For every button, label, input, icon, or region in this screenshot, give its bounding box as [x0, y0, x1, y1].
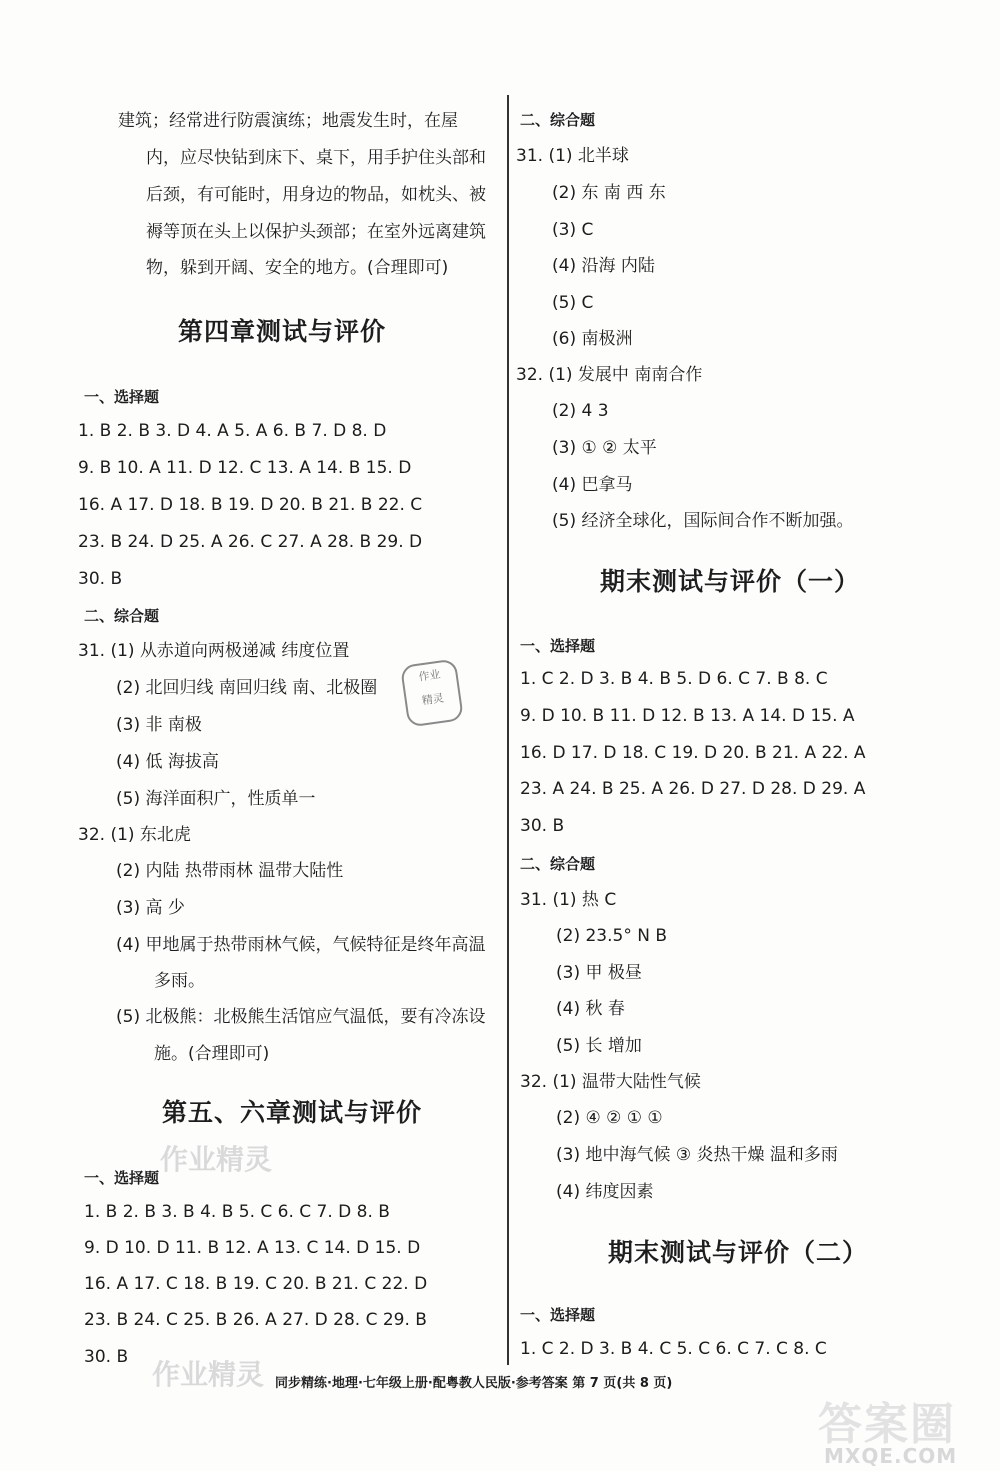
choice-answer-row: 1. B 2. B 3. D 4. A 5. A 6. B 7. D 8. D: [78, 421, 387, 441]
comprehensive-answer: (3) 非 南极: [116, 715, 202, 735]
choice-answer-row: 30. B: [84, 1347, 129, 1367]
comprehensive-answer: 施。(合理即可): [154, 1044, 270, 1064]
comprehensive-answer: (4) 巴拿马: [552, 475, 633, 495]
chapter4-section-choice: 一、选择题: [84, 388, 160, 406]
stamp-seal: [400, 658, 464, 727]
watermark: 作业精灵: [160, 1143, 273, 1176]
comprehensive-answer: (5) 长 增加: [556, 1036, 642, 1056]
final1-section-choice: 一、选择题: [520, 637, 596, 655]
comprehensive-answer: (5) 海洋面积广，性质单一: [116, 789, 316, 809]
comprehensive-answer: (3) C: [552, 220, 594, 240]
logo-text: 答案圈: [818, 1399, 956, 1450]
final1-section-comprehensive: 二、综合题: [520, 855, 596, 873]
choice-answer-row: 1. B 2. B 3. B 4. B 5. C 6. C 7. D 8. B: [84, 1202, 390, 1222]
chapter4-title: 第四章测试与评价: [178, 317, 387, 346]
comprehensive-answer: (3) ① ② 太平: [552, 438, 657, 458]
comprehensive-answer: (2) 北回归线 南回归线 南、北极圈: [116, 678, 378, 698]
final2-section-choice: 一、选择题: [520, 1306, 596, 1324]
comprehensive-answer: 31. (1) 热 C: [520, 890, 617, 910]
site-logo: [818, 1388, 990, 1468]
choice-answer-row: 23. B 24. D 25. A 26. C 27. A 28. B 29. D: [78, 532, 423, 552]
choice-answer-row: 1. C 2. D 3. B 4. B 5. D 6. C 7. B 8. C: [520, 669, 828, 689]
intro-line: 褥等顶在头上以保护头颈部；在室外远离建筑: [146, 222, 486, 242]
choice-answer-row: 16. A 17. D 18. B 19. D 20. B 21. B 22. C: [78, 495, 423, 515]
watermark: 作业精灵: [152, 1358, 265, 1391]
comprehensive-answer: 32. (1) 东北虎: [78, 825, 191, 845]
comprehensive-answer: (2) ④ ② ① ①: [556, 1108, 663, 1128]
comprehensive-answer: (6) 南极洲: [552, 329, 633, 349]
final2-title: 期末测试与评价（二）: [608, 1238, 869, 1267]
comprehensive-answer: 多雨。: [154, 971, 205, 991]
comprehensive-answer: (3) 地中海气候 ③ 炎热干燥 温和多雨: [556, 1145, 838, 1165]
choice-answer-row: 23. B 24. C 25. B 26. A 27. D 28. C 29. B: [84, 1310, 427, 1330]
chapter56-section-comprehensive: 二、综合题: [520, 111, 596, 129]
choice-answer-row: 9. D 10. D 11. B 12. A 13. C 14. D 15. D: [84, 1238, 421, 1258]
comprehensive-answer: (5) C: [552, 293, 594, 313]
page-footer: 同步精练·地理·七年级上册·配粤教人民版·参考答案 第 7 页(共 8 页): [275, 1376, 673, 1391]
intro-line: 物，躲到开阔、安全的地方。(合理即可): [146, 258, 449, 278]
comprehensive-answer: (3) 高 少: [116, 898, 185, 918]
comprehensive-answer: (2) 内陆 热带雨林 温带大陆性: [116, 861, 344, 881]
column-divider: [507, 95, 509, 1365]
comprehensive-answer: (2) 23.5° N B: [556, 926, 668, 946]
intro-line: 内，应尽快钻到床下、桌下，用手护住头部和: [146, 148, 486, 168]
chapter56-title: 第五、六章测试与评价: [162, 1098, 423, 1127]
chapter4-section-comprehensive: 二、综合题: [84, 607, 160, 625]
choice-answer-row: 30. B: [78, 569, 123, 589]
choice-answer-row: 1. C 2. D 3. B 4. C 5. C 6. C 7. C 8. C: [520, 1339, 827, 1359]
comprehensive-answer: (4) 甲地属于热带雨林气候，气候特征是终年高温: [116, 935, 486, 955]
choice-answer-row: 23. A 24. B 25. A 26. D 27. D 28. D 29. A: [520, 779, 866, 799]
chapter56-section-choice: 一、选择题: [84, 1169, 160, 1187]
comprehensive-answer: (4) 纬度因素: [556, 1182, 654, 1202]
stamp-text: 作业: [417, 667, 442, 684]
intro-line: 后颈，有可能时，用身边的物品，如枕头、被: [146, 185, 486, 205]
comprehensive-answer: (3) 甲 极昼: [556, 963, 642, 983]
comprehensive-answer: (2) 东 南 西 东: [552, 183, 666, 203]
choice-answer-row: 9. D 10. B 11. D 12. B 13. A 14. D 15. A: [520, 706, 855, 726]
comprehensive-answer: (4) 秋 春: [556, 999, 625, 1019]
comprehensive-answer: (4) 低 海拔高: [116, 752, 219, 772]
choice-answer-row: 9. B 10. A 11. D 12. C 13. A 14. B 15. D: [78, 458, 412, 478]
final1-title: 期末测试与评价（一）: [600, 567, 861, 596]
stamp-text: 精灵: [421, 691, 445, 708]
choice-answer-row: 16. D 17. D 18. C 19. D 20. B 21. A 22. A: [520, 743, 866, 763]
comprehensive-answer: 31. (1) 从赤道向两极递减 纬度位置: [78, 641, 350, 661]
comprehensive-answer: 32. (1) 发展中 南南合作: [516, 365, 703, 385]
intro-line: 建筑；经常进行防震演练；地震发生时，在屋: [118, 111, 458, 131]
choice-answer-row: 30. B: [520, 816, 565, 836]
comprehensive-answer: (5) 经济全球化，国际间合作不断加强。: [552, 511, 854, 531]
comprehensive-answer: 31. (1) 北半球: [516, 146, 629, 166]
choice-answer-row: 16. A 17. C 18. B 19. C 20. B 21. C 22. D: [84, 1274, 428, 1294]
comprehensive-answer: (5) 北极熊：北极熊生活馆应气温低，要有冷冻设: [116, 1007, 486, 1027]
comprehensive-answer: 32. (1) 温带大陆性气候: [520, 1072, 701, 1092]
comprehensive-answer: (2) 4 3: [552, 401, 609, 421]
comprehensive-answer: (4) 沿海 内陆: [552, 256, 655, 276]
logo-url: MXQE.COM: [824, 1444, 958, 1468]
